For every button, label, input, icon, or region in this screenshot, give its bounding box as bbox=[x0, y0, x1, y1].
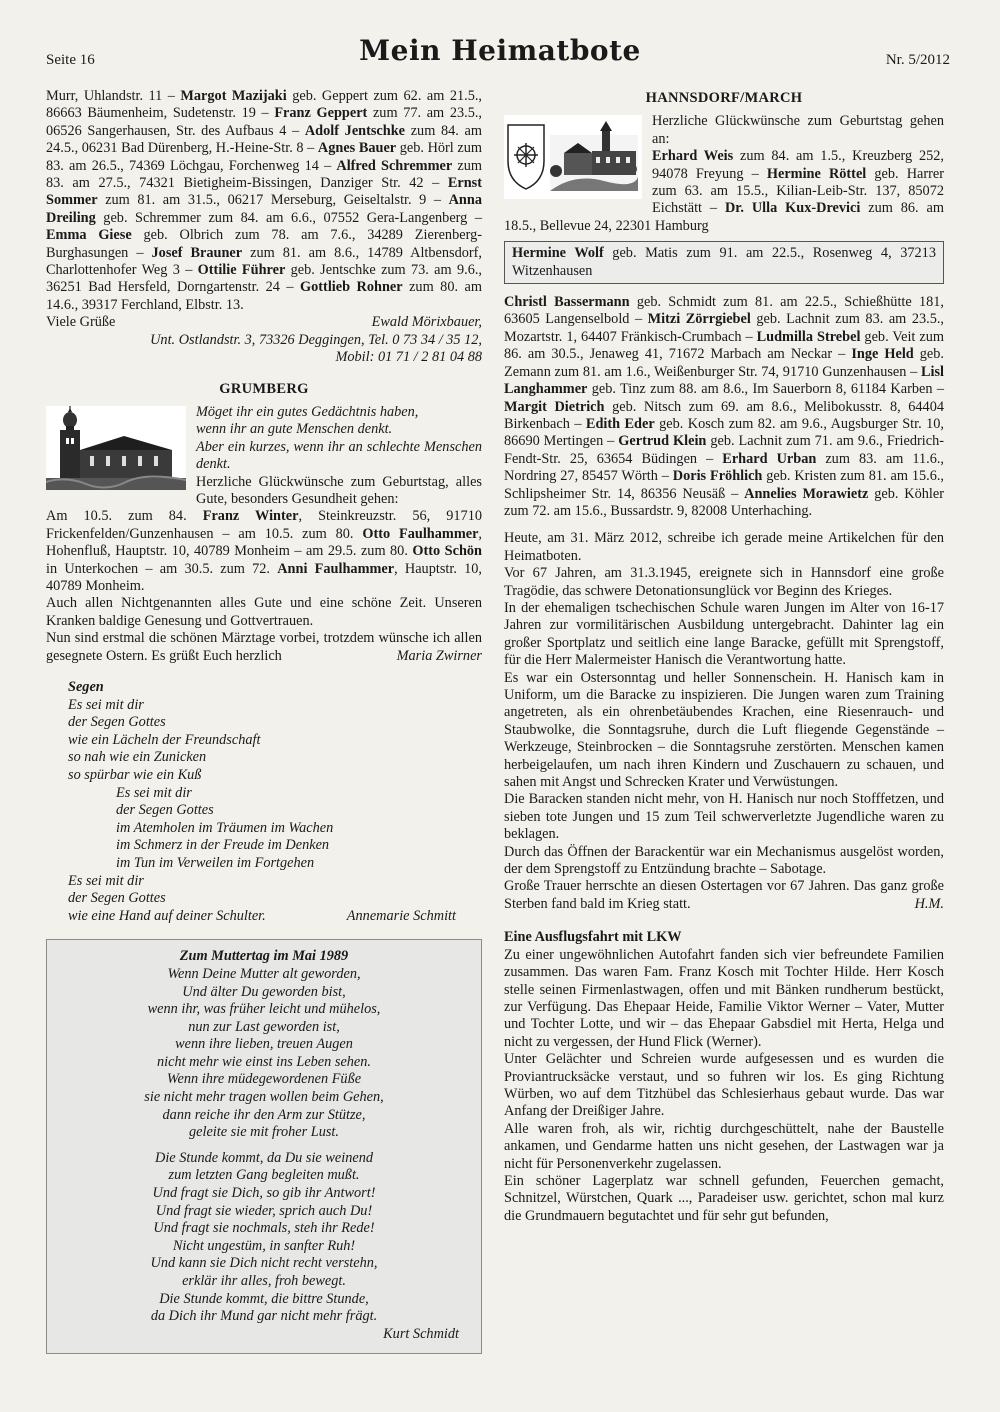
muttertag-author: Kurt Schmidt bbox=[383, 1325, 459, 1342]
poem-line: Und fragt sie nochmals, steh ihr Rede! bbox=[153, 1220, 375, 1237]
section-title-grumberg: GRUMBERG bbox=[219, 380, 309, 397]
ausflug-paragraph-1: Zu einer ungewöhnlichen Autofahrt fanden sich vier befreundete Familien zusammen. Das waren Fam. Franz Kosch mit Tochter Hilde. Herr Kosch stelle seinen Firmenlastwagen, offen und mit Bänken rundherum bestückt, zur Verfügung. Das Ehepaar Heide, Familie Viktor Werner – Vater, Mutter und Tochter Lotte, und wir – das Ehepaar Gabsdiel mit Herta, Helga und nicht zu vergessen, der Hund Flick (Werner). bbox=[504, 946, 944, 1050]
poem-line: sie nicht mehr tragen wollen beim Gehen, bbox=[144, 1089, 384, 1106]
poem-line: Wenn ihre müdegewordenen Füße bbox=[166, 1071, 362, 1088]
poem-line: nicht mehr wie einst ins Leben sehen. bbox=[156, 1053, 372, 1070]
poem-line: der Segen Gottes bbox=[116, 802, 214, 819]
right-column bbox=[504, 88, 944, 1225]
poem-line: Nicht ungestüm, in sanfter Ruh! bbox=[172, 1237, 356, 1254]
poem-line: Und kann sie Dich nicht recht verstehn, bbox=[150, 1255, 378, 1272]
muttertag-poem-box bbox=[46, 939, 482, 1354]
masthead-logo: Mein Heimatbote bbox=[359, 34, 641, 67]
story-paragraph-2: Vor 67 Jahren, am 31.3.1945, ereignete sich in Hannsdorf eine große Tragödie, das schwere Detonationsunglück vor Beginn des Krieges. bbox=[504, 565, 944, 599]
left-column bbox=[46, 88, 482, 1354]
poem-title: Segen bbox=[68, 679, 104, 695]
section-title-hannsdorf: HANNSDORF/MARCH bbox=[645, 90, 803, 106]
poem-line: so nah wie ein Zunicken bbox=[68, 749, 207, 766]
section-title-ausflug: Eine Ausflugsfahrt mit LKW bbox=[504, 929, 682, 946]
muttertag-title: Zum Muttertag im Mai 1989 bbox=[179, 948, 349, 965]
hannsdorf-coat-and-castle-illustration bbox=[504, 115, 642, 199]
poem-line: wenn ihre lieben, treuen Augen bbox=[175, 1036, 353, 1053]
poem-line: im Tun im Verweilen im Fortgehen bbox=[116, 854, 315, 871]
poem-line: Es sei mit dir bbox=[116, 784, 192, 801]
grumberg-block bbox=[46, 404, 482, 665]
ausflug-paragraph-4: Ein schöner Lagerplatz war schnell gefunden, Feuerchen gemacht, Schnitzel, Würstchen, Quark ..., Paradeiser usw. gerichtet, schon mal kurz die Grundmauern begutachtet und für sehr gut befunden, bbox=[504, 1172, 944, 1224]
poem-line: da Dich ihr Mund gar nicht mehr frägt. bbox=[150, 1308, 378, 1325]
highlight-box-hermine-wolf: Hermine Wolf geb. Matis zum 91. am 22.5., Rosenweg 4, 37213 Witzenhausen bbox=[504, 241, 944, 284]
poem-line: Die Stunde kommt, da Du sie weinend bbox=[155, 1149, 373, 1166]
hannsdorf-wish: Herzliche Glückwünsche zum Geburtstag gehen an: bbox=[652, 113, 944, 147]
grumberg-wish: Herzliche Glückwünsche zum Geburtstag, alles Gute, besonders Gesundheit gehen: bbox=[196, 473, 482, 507]
greeting-line: Viele Grüße Ewald Mörixbauer, bbox=[46, 314, 482, 331]
poem-last-line: wie eine Hand auf deiner Schulter. Annemarie Schmitt bbox=[68, 907, 456, 924]
grumberg-paragraph-2: Auch allen Nichtgenannten alles Gute und eine schöne Zeit. Unseren Kranken baldige Genesung und Gottvertrauen. bbox=[46, 595, 482, 629]
hannsdorf-birthday-list: Christl Bassermann geb. Schmidt zum 81. am 22.5., Schießhütte 181, 63605 Langenselbold – Mitzi Zörrgiebel geb. Lachnit zum 83. am 23.5., Mozartstr. 1, 64407 Fränkisch-Crumbach – Ludmilla Strebel geb. Veit zum 86. am 30.5., Jenaweg 41, 71672 Marbach am Neckar – Inge Held geb. Zemann zum 81. am 1.6., Weißenburger Str. 74, 91710 Gunzenhausen – Lisl Langhammer geb. Tinz zum 88. am 8.6., Im Sauerborn 8, 61184 Karben – Margit Dietrich geb. Nitsch zum 69. am 8.6., Melibokusstr. 8, 64404 Birkenbach – Edith Eder geb. Kosch zum 82. am 9.6., Augsburger Str. 10, 86690 Mertingen – Gertrud Klein geb. Lachnit zum 71. am 9.6., Friedrich-Fendt-Str. 25, 63654 Büdingen – Erhard Urban zum 83. am 11.6., Nordring 27, 85457 Wörth – Doris Fröhlich geb. Kristen zum 81. am 15.6., Schlipsheimer Str. 14, 86356 Neusäß – Annelies Morawietz geb. Köhler zum 72. am 15.6., Bussardstr. 9, 82008 Unterhaching. bbox=[504, 294, 945, 519]
signature-mobile: Mobil: 01 71 / 2 81 04 88 bbox=[335, 349, 482, 366]
ausflug-paragraph-2: Unter Gelächter und Schreien wurde aufgesessen und es wurden die Proviantrucksäcke verstaut, und so fuhren wir los. Es ging Richtung Würben, wo auf dem Titzhübel das Schlesierhaus gebaut wurde. Das war Anfang der Dreißiger Jahre. bbox=[504, 1051, 944, 1120]
grumberg-quote-2: wenn ihr an gute Menschen denkt. bbox=[196, 421, 393, 438]
story-paragraph-4: Es war ein Ostersonntag und heller Sonnenschein. H. Hanisch kam in Uniform, um die Baracke zu inspizieren. Die Jungen waren zum Training angetreten, als ein ohrenbetäubendes Krachen, eine Riesenrauch- und Staubwolke, die Sonntagsruhe, durch die Luft fliegende Gegenstände – Werkzeuge, Steinbrocken – die Sonntagsruhe zerstörten. Menschen kamen herbeigelaufen, um nach ihren Kindern und Zuschauern zu schauen, und sahen mit Angst und Schrecken Krater und Verwüstungen. bbox=[504, 669, 944, 791]
birthday-list-intro: Murr, Uhlandstr. 11 – Margot Mazijaki geb. Geppert zum 62. am 21.5., 86663 Bäumenheim, Sudetenstr. 19 – Franz Geppert zum 77. am 23.5., 06526 Sangerhausen, Str. des Aufbaus 4 – Adolf Jentschke zum 84. am 24.5., 06231 Bad Dürenberg, H.-Heine-Str. 8 – Agnes Bauer geb. Hörl zum 83. am 26.5., 74369 Löchgau, Forchenweg 14 – Alfred Schremmer zum 83. am 27.5., 74321 Bietigheim-Bissingen, Danziger Str. 42 – Ernst Sommer zum 81. am 31.5., 06217 Merseburg, Geiseltalstr. 9 – Anna Dreiling geb. Schremmer zum 84. am 6.6., 07552 Gera-Langenberg – Emma Giese geb. Olbrich zum 78. am 7.6., 34289 Zierenberg-Burghasungen – Josef Brauner zum 81. am 8.6., 14789 Altbensdorf, Charlottenhofer Weg 3 – Ottilie Führer geb. Jentschke zum 73. am 9.6., 36251 Bad Hersfeld, Dorngartenstr. 24 – Gottlieb Rohner zum 80. am 14.6., 39317 Ferchland, Elbstr. 13. bbox=[46, 88, 482, 313]
poem-line: im Schmerz in der Freude im Denken bbox=[116, 837, 330, 854]
poem-line: so spürbar wie ein Kuß bbox=[68, 766, 202, 783]
poem-segen bbox=[46, 679, 482, 925]
signature-address: Unt. Ostlandstr. 3, 73326 Deggingen, Tel. 0 73 34 / 35 12, bbox=[150, 331, 482, 348]
poem-line: Die Stunde kommt, die bittre Stunde, bbox=[159, 1290, 369, 1307]
grumberg-quote-3: Aber ein kurzes, wenn ihr an schlechte Menschen denkt. bbox=[196, 438, 482, 473]
poem-line: dann reiche ihr den Arm zur Stütze, bbox=[162, 1106, 366, 1123]
poem-line: wie ein Lächeln der Freundschaft bbox=[68, 731, 261, 748]
grumberg-paragraph-3: Nun sind erstmal die schönen Märztage vorbei, trotzdem wünsche ich allen gesegnete Ostern. Es grüßt Euch herzlich Maria Zwirner bbox=[46, 630, 482, 664]
poem-line: Und fragt sie Dich, so gib ihr Antwort! bbox=[152, 1185, 376, 1202]
poem-line: Es sei mit dir bbox=[68, 696, 144, 713]
poem-line: nun zur Last geworden ist, bbox=[188, 1018, 340, 1035]
story-paragraph-1: Heute, am 31. März 2012, schreibe ich gerade meine Artikelchen für den Heimatboten. bbox=[504, 530, 944, 564]
poem-line: der Segen Gottes bbox=[68, 714, 166, 731]
poem-line: der Segen Gottes bbox=[68, 890, 166, 907]
poem-line: Es sei mit dir bbox=[68, 872, 144, 889]
page-number: Seite 16 bbox=[46, 52, 95, 68]
hannsdorf-block bbox=[504, 113, 944, 235]
story-paragraph-6: Durch das Öffnen der Barackentür war ein Mechanismus ausgelöst worden, der dem Sprengstoff zu Entzündung brachte – Sabotage. bbox=[504, 843, 944, 878]
church-illustration bbox=[46, 406, 186, 490]
poem-line: Wenn Deine Mutter alt geworden, bbox=[167, 965, 361, 982]
poem-line: geleite sie mit froher Lust. bbox=[189, 1124, 339, 1141]
story-paragraph-5: Die Baracken standen nicht mehr, von H. Hanisch nur noch Stofffetzen, und sieben tote Jungen und 15 zum Teil schwerverletzte Jugendliche waren zu beklagen. bbox=[504, 791, 944, 843]
poem-line: Und fragt sie wieder, sprich auch Du! bbox=[155, 1202, 373, 1219]
hannsdorf-birthdays: Erhard Weis zum 84. am 1.5., Kreuzberg 252, 94078 Freyung – Hermine Röttel geb. Harrer zum 63. am 15.5., Kilian-Leib-Str. 137, 85072 Eichstätt – Dr. Ulla Kux-Drevici zum 86. am 18.5., Bellevue 24, 22301 Hamburg bbox=[504, 148, 944, 234]
poem-line: im Atemholen im Träumen im Wachen bbox=[116, 819, 334, 836]
grumberg-quote-1: Möget ihr ein gutes Gedächtnis haben, bbox=[196, 403, 419, 420]
ausflug-paragraph-3: Alle waren froh, als wir, richtig durchgeschüttelt, nahe der Baustelle ankamen, und Gendarme hatten uns nicht gesehen, der Lastwagen war ja nicht für Personenverkehr zugelassen. bbox=[504, 1120, 944, 1172]
story-paragraph-3: In der ehemaligen tschechischen Schule waren Jungen im Alter von 16-17 Jahren zur vormilitärischen Ausbildung untergebracht. Dahinter lag ein großer Sportplatz und seitlich eine lange Baracke, gefüllt mit Sprengstoff, für die Herr Malermeister Hanisch die Verantwortung hatte. bbox=[504, 599, 944, 669]
poem-line: zum letzten Gang begleiten mußt. bbox=[168, 1167, 360, 1184]
grumberg-birthdays: Am 10.5. zum 84. Franz Winter, Steinkreuzstr. 56, 91710 Frickenfelden/Gunzenhausen – am 10.5. zum 80. Otto Faulhammer, Hohenfluß, Hauptstr. 10, 40789 Monheim – am 29.5. zum 80. Otto Schön in Unterkochen – am 30.5. zum 72. Anni Faulhammer, Hauptstr. 10, 40789 Monheim. bbox=[46, 508, 483, 594]
poem-line: Und älter Du geworden bist, bbox=[182, 983, 346, 1000]
poem-line: erklär ihr alles, froh bewegt. bbox=[182, 1273, 346, 1289]
poem-line: wenn ihr, was früher leicht und mühelos, bbox=[147, 1001, 381, 1018]
story-paragraph-7: Große Trauer herrschte an diesen Ostertagen vor 67 Jahren. Das ganz große Sterben fand bald im Krieg statt. H.M. bbox=[504, 878, 944, 912]
issue-number: Nr. 5/2012 bbox=[885, 52, 950, 68]
